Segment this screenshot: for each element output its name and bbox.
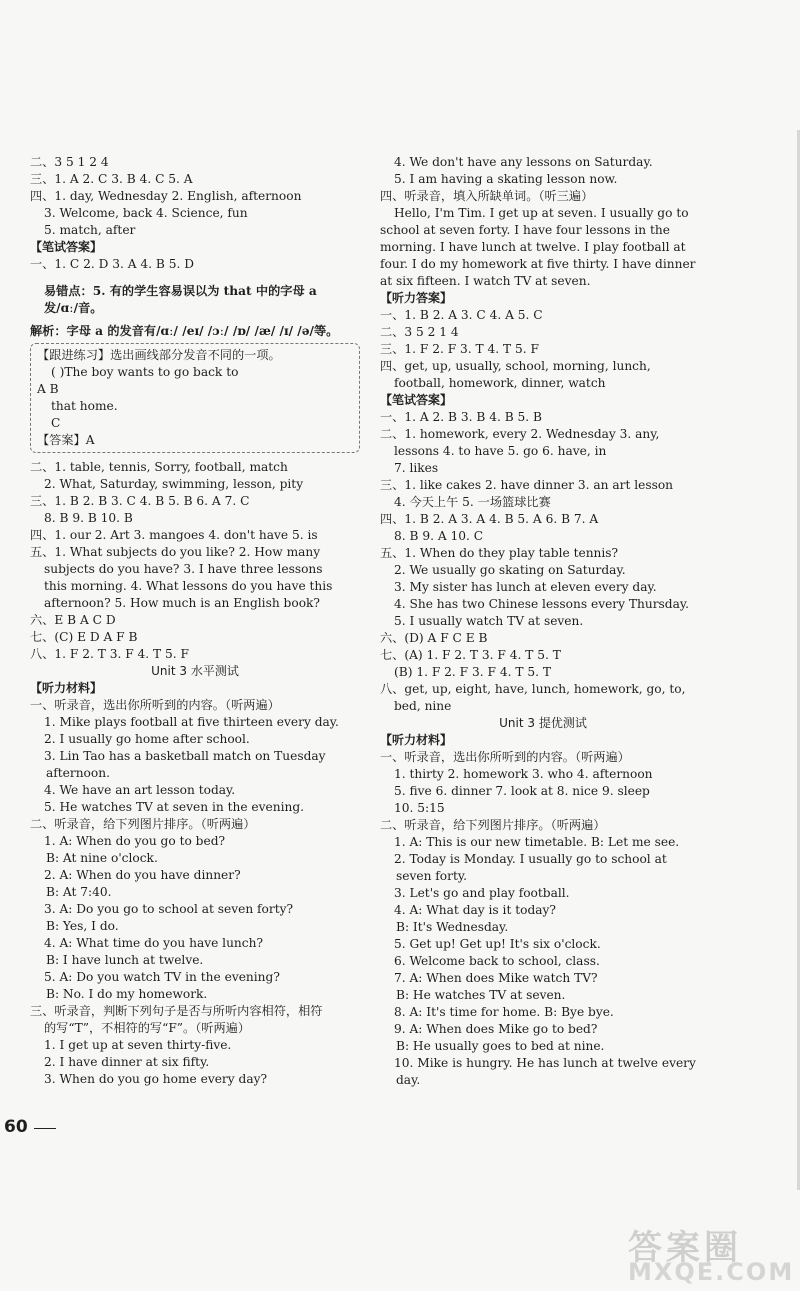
answer-line: four. I do my homework at five thirty. I have dinner	[380, 257, 696, 271]
answer-line: 5. five 6. dinner 7. look at 8. nice 9. sleep	[394, 784, 650, 798]
answer-line: seven forty.	[396, 869, 467, 883]
page-number-rule	[34, 1128, 56, 1129]
answer-line: 10. Mike is hungry. He has lunch at twelve every	[394, 1056, 696, 1070]
answer-line: 【跟进练习】选出画线部分发音不同的一项。	[37, 348, 281, 362]
answer-line: 2. What, Saturday, swimming, lesson, pity	[44, 477, 304, 491]
left-column	[30, 154, 360, 1088]
answer-line: B: At nine o'clock.	[46, 851, 158, 865]
answer-line: 四、听录音，填入所缺单词。（听三遍）	[380, 189, 594, 203]
answer-line: 5. A: Do you watch TV in the evening?	[44, 970, 280, 984]
left-answers-bottom	[30, 459, 360, 1088]
answer-line: 3. Welcome, back 4. Science, fun	[44, 206, 248, 220]
answer-line: 8. A: It's time for home. B: Bye bye.	[394, 1005, 614, 1019]
answer-line: 3. Lin Tao has a basketball match on Tuesday	[44, 749, 326, 763]
answer-line: 1. A: When do you go to bed?	[44, 834, 226, 848]
answer-line: (B) 1. F 2. F 3. F 4. T 5. T	[394, 665, 551, 679]
answer-line: 二、听录音，给下列图片排序。（听两遍）	[30, 817, 256, 831]
unit-title: Unit 3 水平测试	[151, 664, 239, 678]
follow-up-practice-box	[30, 343, 360, 453]
answer-line: C	[51, 416, 61, 430]
answer-line: bed, nine	[394, 699, 452, 713]
answer-line: 一、1. A 2. B 3. B 4. B 5. B	[380, 410, 543, 424]
answer-line: school at seven forty. I have four lessons in the	[380, 223, 670, 237]
answer-line: 6. Welcome back to school, class.	[394, 954, 600, 968]
answer-line: 八、get, up, eight, have, lunch, homework, go, to,	[380, 682, 686, 696]
answer-line: 3. My sister has lunch at eleven every day.	[394, 580, 657, 594]
answer-line: 10. 5:15	[394, 801, 445, 815]
watermark-text-url: MXQE.COM	[628, 1258, 795, 1286]
answer-line: this morning. 4. What lessons do you have this	[44, 579, 333, 593]
answer-line: 三、1. A 2. C 3. B 4. C 5. A	[30, 172, 193, 186]
answer-line: afternoon? 5. How much is an English book?	[44, 596, 320, 610]
answer-line: 发/ɑː/音。	[44, 301, 103, 315]
answer-line: 2. I usually go home after school.	[44, 732, 250, 746]
answer-line: 七、(C) E D A F B	[30, 630, 138, 644]
answer-line: 二、1. table, tennis, Sorry, football, match	[30, 460, 288, 474]
answer-line: 5. He watches TV at seven in the evening.	[44, 800, 304, 814]
answer-line: at six fifteen. I watch TV at seven.	[380, 274, 591, 288]
answer-line: 8. B 9. A 10. C	[394, 529, 484, 543]
answer-line: 1. thirty 2. homework 3. who 4. afternoon	[394, 767, 653, 781]
answer-line: 3. Let's go and play football.	[394, 886, 570, 900]
answer-line: 2. I have dinner at six fifty.	[44, 1055, 210, 1069]
answer-line: 一、听录音，选出你所听到的内容。（听两遍）	[30, 698, 280, 712]
answer-line: 2. Today is Monday. I usually go to school at	[394, 852, 667, 866]
answer-line: B: No. I do my homework.	[46, 987, 208, 1001]
answer-line: morning. I have lunch at twelve. I play football at	[380, 240, 686, 254]
answer-line: Hello, I'm Tim. I get up at seven. I usually go to	[394, 206, 689, 220]
answer-line: 四、get, up, usually, school, morning, lunch,	[380, 359, 651, 373]
answer-line: 3. A: Do you go to school at seven forty?	[44, 902, 294, 916]
answer-line: that home.	[51, 399, 118, 413]
watermark-logo	[588, 1220, 795, 1286]
answer-line: B: At 7:40.	[46, 885, 112, 899]
answer-line: 一、1. C 2. D 3. A 4. B 5. D	[30, 257, 195, 271]
answer-line: 四、1. our 2. Art 3. mangoes 4. don't have 5. is	[30, 528, 318, 542]
answer-line: 的写“T”，不相符的写“F”。（听两遍）	[44, 1021, 251, 1035]
section-heading: 【笔试答案】	[30, 240, 103, 254]
answer-line: 4. A: What day is it today?	[394, 903, 556, 917]
answer-line: B: He watches TV at seven.	[396, 988, 566, 1002]
answer-line: 二、听录音，给下列图片排序。（听两遍）	[380, 818, 606, 832]
answer-line: 5. match, after	[44, 223, 136, 237]
answer-line: 八、1. F 2. T 3. F 4. T 5. F	[30, 647, 190, 661]
answer-line: 1. Mike plays football at five thirteen every day.	[44, 715, 339, 729]
answer-line: 1. I get up at seven thirty-five.	[44, 1038, 232, 1052]
left-answers-top	[30, 154, 360, 340]
answer-line: 六、(D) A F C E B	[380, 631, 488, 645]
answer-line: 三、1. B 2. B 3. C 4. B 5. B 6. A 7. C	[30, 494, 250, 508]
section-heading: 【听力材料】	[380, 733, 453, 747]
answer-line: 1. A: This is our new timetable. B: Let me see.	[394, 835, 680, 849]
answer-line: 四、1. day, Wednesday 2. English, afternoon	[30, 189, 302, 203]
answer-line: 7. A: When does Mike watch TV?	[394, 971, 598, 985]
answer-line: 六、E B A C D	[30, 613, 116, 627]
answer-line: 三、听录音，判断下列句子是否与所听内容相符，相符	[30, 1004, 323, 1018]
answer-line: 二、3 5 1 2 4	[30, 155, 109, 169]
answer-line: afternoon.	[46, 766, 110, 780]
answer-line: 解析：字母 a 的发音有/ɑː/ /eɪ/ /ɔː/ /ɒ/ /æ/ /ɪ/ /ə/等。	[30, 324, 339, 338]
answer-line: 易错点：5. 有的学生容易误以为 that 中的字母 a	[44, 284, 317, 298]
answer-line: 5. Get up! Get up! It's six o'clock.	[394, 937, 601, 951]
answer-line: B: He usually goes to bed at nine.	[396, 1039, 605, 1053]
unit-title: Unit 3 提优测试	[499, 716, 587, 730]
answer-line: 8. B 9. B 10. B	[44, 511, 133, 525]
answer-line: 5. I usually watch TV at seven.	[394, 614, 584, 628]
answer-line: 五、1. When do they play table tennis?	[380, 546, 619, 560]
answer-line: A B	[37, 382, 59, 396]
answer-line: 七、(A) 1. F 2. T 3. F 4. T 5. T	[380, 648, 561, 662]
answer-line: 2. A: When do you have dinner?	[44, 868, 241, 882]
answer-line: 4. We have an art lesson today.	[44, 783, 236, 797]
answer-line: 4. She has two Chinese lessons every Thursday.	[394, 597, 689, 611]
right-column	[380, 154, 706, 1089]
answer-line: 9. A: When does Mike go to bed?	[394, 1022, 598, 1036]
answer-line: 三、1. F 2. F 3. T 4. T 5. F	[380, 342, 540, 356]
answer-line: 二、3 5 2 1 4	[380, 325, 459, 339]
answer-line: 一、1. B 2. A 3. C 4. A 5. C	[380, 308, 543, 322]
answer-line: B: It's Wednesday.	[396, 920, 509, 934]
answer-line: 3. When do you go home every day?	[44, 1072, 267, 1086]
section-heading: 【听力答案】	[380, 291, 453, 305]
answer-line: 5. I am having a skating lesson now.	[394, 172, 618, 186]
answer-line: football, homework, dinner, watch	[394, 376, 606, 390]
answer-line: day.	[396, 1073, 421, 1087]
answer-line: 2. We usually go skating on Saturday.	[394, 563, 626, 577]
section-heading: 【听力材料】	[30, 681, 103, 695]
answer-line: ( )The boy wants to go back to	[51, 365, 239, 379]
answer-line: B: I have lunch at twelve.	[46, 953, 204, 967]
answer-line: 二、1. homework, every 2. Wednesday 3. any,	[380, 427, 660, 441]
answer-line: 4. A: What time do you have lunch?	[44, 936, 263, 950]
answer-line: 4. We don't have any lessons on Saturday.	[394, 155, 653, 169]
answer-line: 7. likes	[394, 461, 439, 475]
page-number: 60	[4, 1117, 28, 1137]
answer-line: 四、1. B 2. A 3. A 4. B 5. A 6. B 7. A	[380, 512, 599, 526]
answer-line: 4. 今天上午 5. 一场篮球比赛	[394, 495, 551, 509]
answer-line: 三、1. like cakes 2. have dinner 3. an art lesson	[380, 478, 674, 492]
answer-line: B: Yes, I do.	[46, 919, 119, 933]
answer-line	[30, 273, 360, 283]
watermark-text-cn: 答案圈	[628, 1228, 742, 1268]
answer-line: lessons 4. to have 5. go 6. have, in	[394, 444, 607, 458]
answer-line: 【答案】A	[37, 433, 95, 447]
answer-line: subjects do you have? 3. I have three lessons	[44, 562, 323, 576]
answer-line: 五、1. What subjects do you like? 2. How many	[30, 545, 321, 559]
section-heading: 【笔试答案】	[380, 393, 453, 407]
answer-line: 一、听录音，选出你所听到的内容。（听两遍）	[380, 750, 630, 764]
